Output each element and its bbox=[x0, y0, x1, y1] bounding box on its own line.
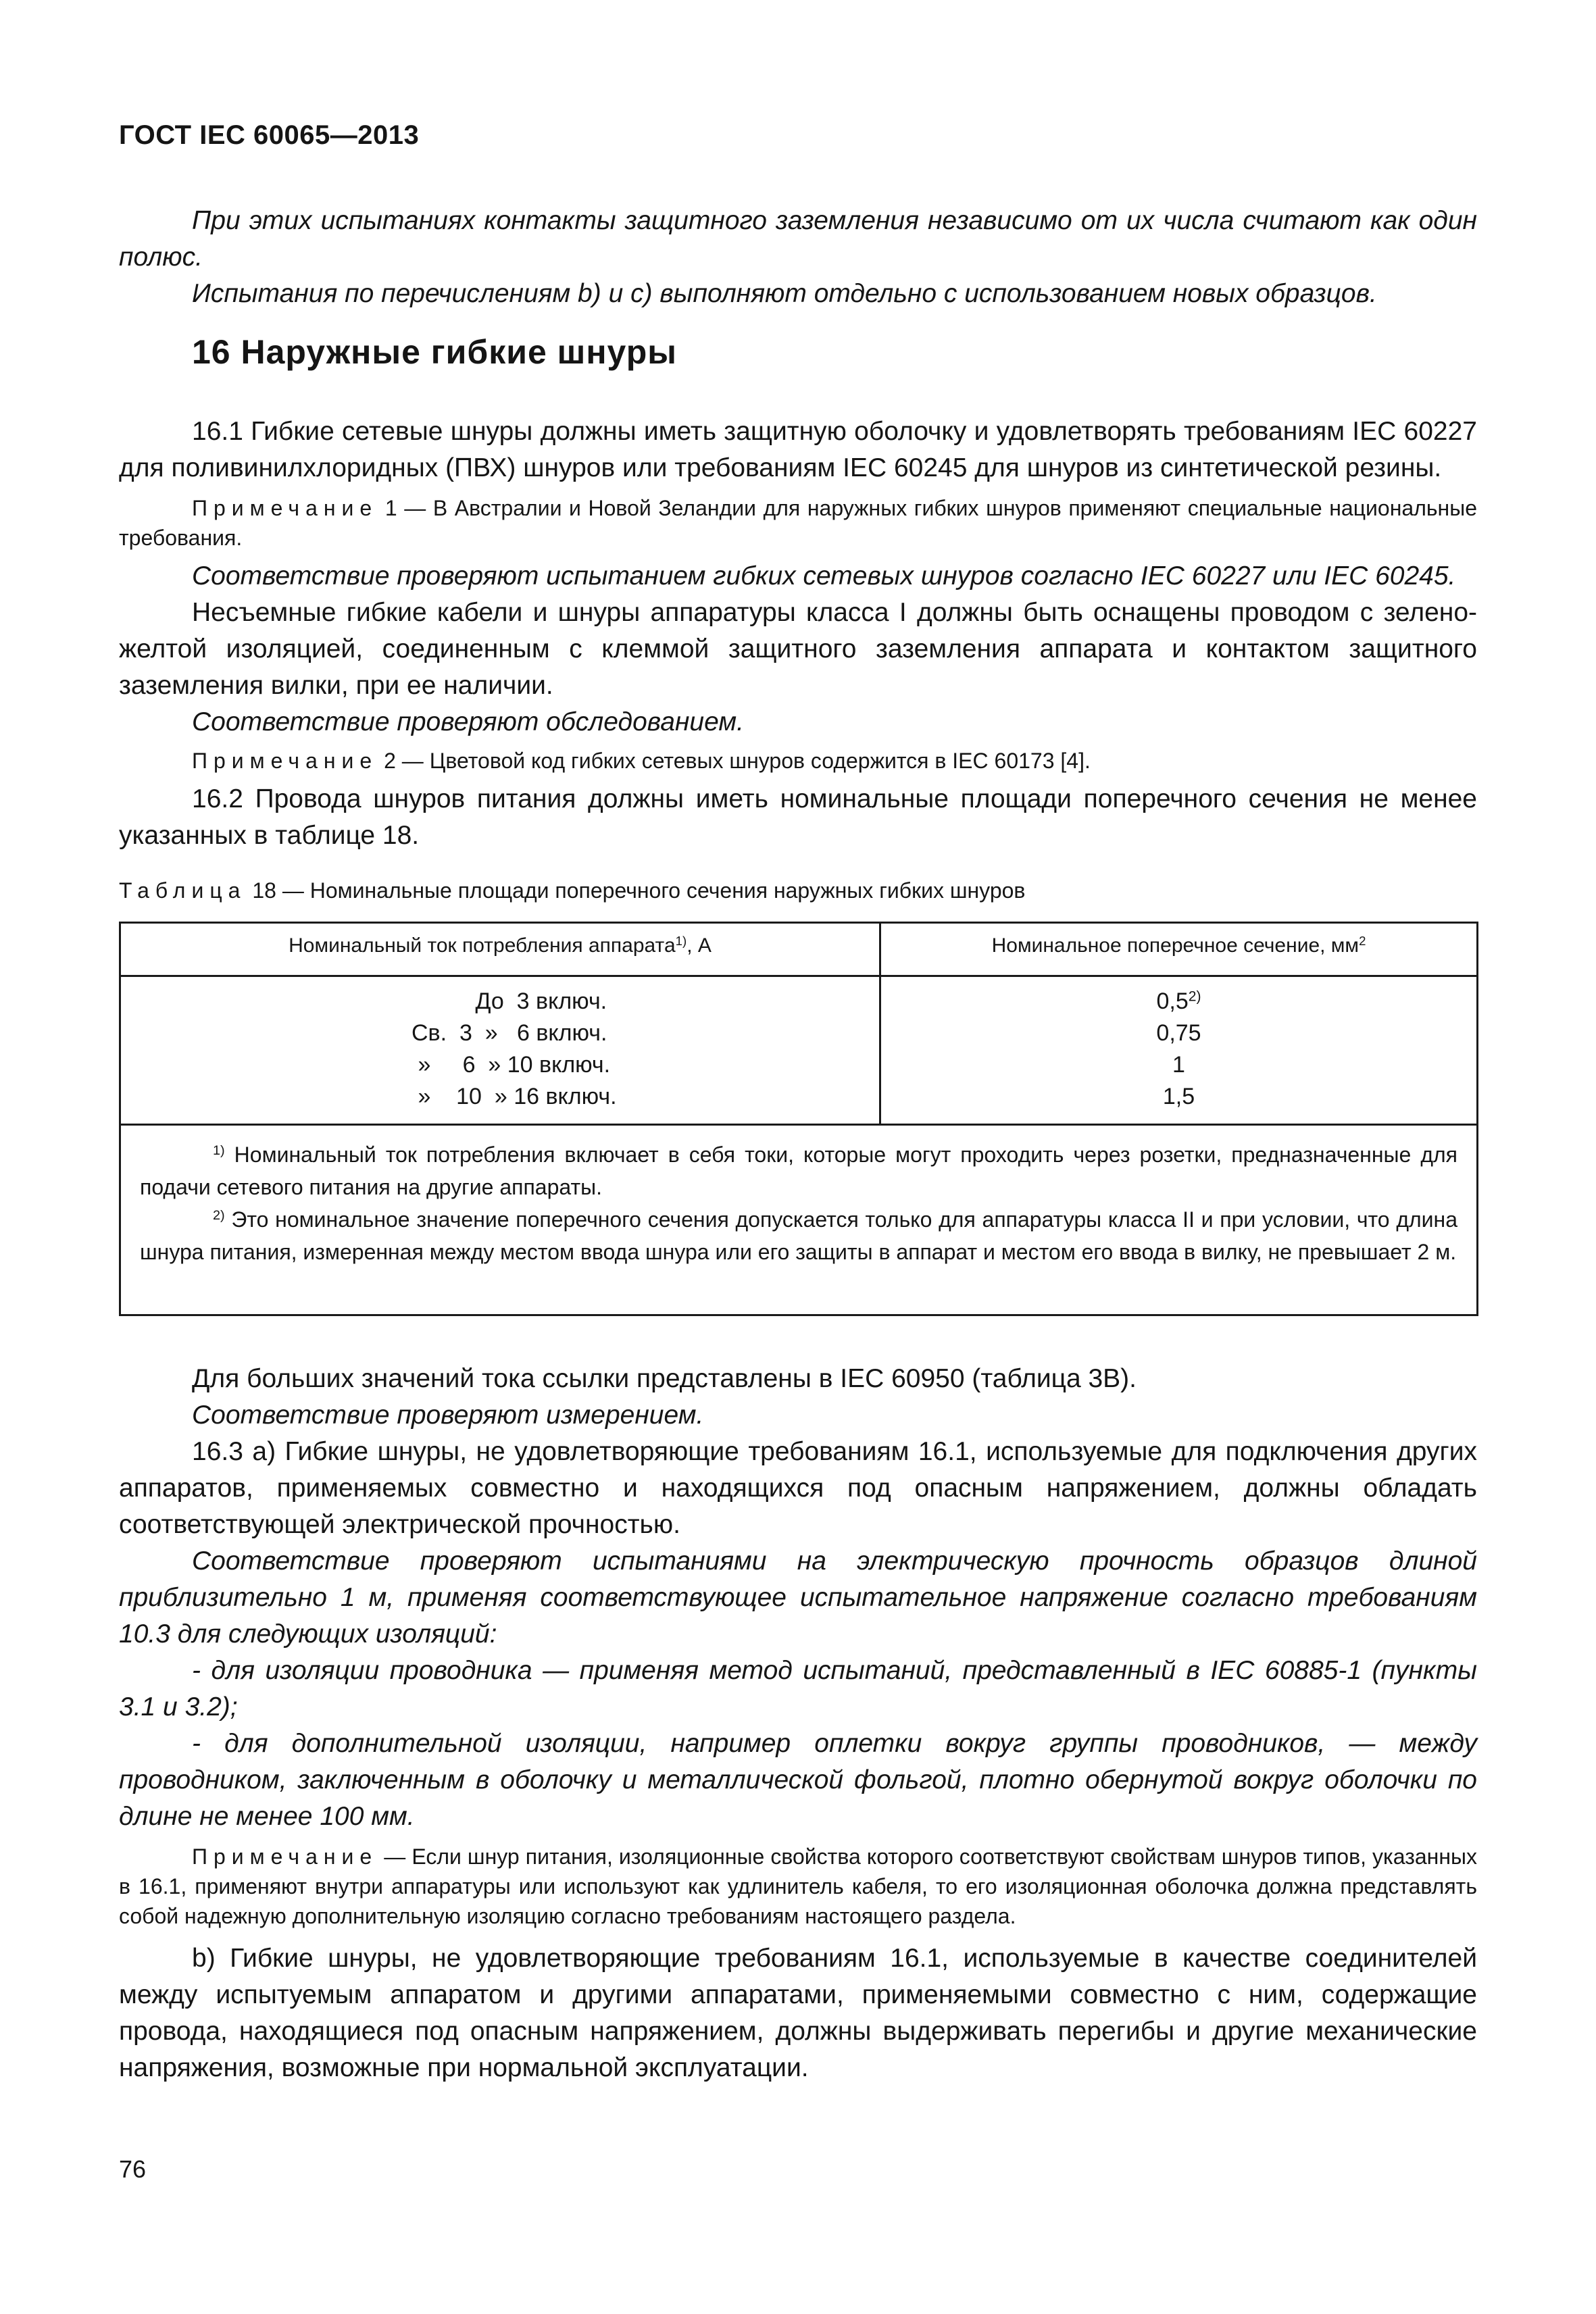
caption-text: 18 — Номинальные площади поперечного сечения наружных гибких шнуров bbox=[246, 878, 1026, 903]
paragraph: Соответствие проверяют испытаниями на электрическую прочность образцов длиной приблизительно 1 м, применяя соответствующее испытательное напряжение согласно требованиям 10.3 для следующих изоляций: bbox=[119, 1546, 1477, 1649]
caption-label: Таблица bbox=[119, 878, 247, 903]
paragraph: b) Гибкие шнуры, не удовлетворяющие требованиям 16.1, используемые в качестве соединителей между испытуемым аппаратом и другими аппаратами, применяемыми совместно с ним, содержащие провода, находящиеся под опасным напряжением, должны выдерживать перегибы и другие механические напряжения, возможные при нормальной эксплуатации. bbox=[119, 1944, 1477, 2082]
note-text: 2 — Цветовой код гибких сетевых шнуров содержится в IEC 60173 [4]. bbox=[378, 749, 1091, 773]
table-caption bbox=[119, 878, 1025, 903]
paragraph: Для больших значений тока ссылки представлены в IEC 60950 (таблица 3B). bbox=[192, 1364, 1137, 1393]
table-cell: 0,5$^{2)}$ bbox=[1156, 988, 1201, 1014]
clause-16-3 bbox=[119, 1361, 1477, 2086]
table-cell: Св. 3 » 6 включ. bbox=[412, 1020, 607, 1046]
table-cell: » 10 » 16 включ. bbox=[412, 1084, 617, 1109]
footnote: $^{2)}$ Это номинальное значение поперечного сечения допускается только для аппаратуры класса II и при условии, что длина шнура питания, измеренная между местом ввода шнура или его защиты в аппарат и местом его ввода в вилку, не превышает 2 м. bbox=[140, 1207, 1457, 1264]
column-header-section: Номинальное поперечное сечение, $мм^2$ bbox=[991, 933, 1366, 957]
note-text: 1 — В Австралии и Новой Зеландии для наружных гибких шнуров применяют специальные национальные требования. bbox=[119, 496, 1477, 550]
intro-paragraph: Испытания по перечислениям b) и c) выполняют отдельно с использованием новых образцов. bbox=[192, 279, 1377, 308]
paragraph: Соответствие проверяют обследованием. bbox=[192, 707, 744, 736]
note-label: Примечание bbox=[192, 749, 378, 773]
paragraph: 16.1 Гибкие сетевые шнуры должны иметь защитную оболочку и удовлетворять требованиям IEC 60227 для поливинилхлоридных (ПВХ) шнуров или требованиям IEC 60245 для шнуров из синтетической резины. bbox=[119, 417, 1477, 482]
table-cell: 0,75 bbox=[1156, 1020, 1201, 1046]
current-cells bbox=[412, 986, 790, 1113]
intro-paragraph: При этих испытаниях контакты защитного заземления независимо от их числа считают как один полюс. bbox=[119, 206, 1477, 272]
note-label: Примечание bbox=[192, 1844, 378, 1869]
document-header: ГОСТ IEC 60065—2013 bbox=[119, 120, 420, 150]
table-cell: До 3 включ. bbox=[412, 988, 607, 1014]
paragraph: Несъемные гибкие кабели и шнуры аппаратуры класса I должны быть оснащены проводом с зелено-желтой изоляцией, соединенным с клеммой защитного заземления аппарата и контактом защитного заземления вилки, при ее наличии. bbox=[119, 598, 1477, 700]
row-divider bbox=[121, 1124, 1476, 1126]
section-cells bbox=[881, 986, 1476, 1113]
paragraph: - для дополнительной изоляции, например оплетки вокруг группы проводников, — между проводником, заключенным в оболочку и металлической фольгой, плотно обернутой вокруг оболочки по длине не менее 100 мм. bbox=[119, 1729, 1477, 1831]
paragraph: - для изоляции проводника — применяя метод испытаний, представленный в IEC 60885-1 (пункты 3.1 и 3.2); bbox=[119, 1656, 1477, 1721]
paragraph: 16.3 а) Гибкие шнуры, не удовлетворяющие требованиям 16.1, используемые для подключения других аппаратов, применяемых совместно и находящихся под опасным напряжением, должны обладать соответствующей электрической прочностью. bbox=[119, 1437, 1477, 1539]
row-divider bbox=[121, 975, 1476, 977]
note-label: Примечание bbox=[192, 496, 378, 520]
clause-16-1 bbox=[119, 413, 1477, 854]
note-text: — Если шнур питания, изоляционные свойства которого соответствуют свойствам шнуров типов, указанных в 16.1, применяют внутри аппаратуры или используют как удлинитель кабеля, то его изоляционная оболочка должна представлять собой надежную дополнительную изоляцию согласно требованиям настоящего раздела. bbox=[119, 1844, 1477, 1928]
footnote: $^{1)}$ Номинальный ток потребления включает в себя токи, которые могут проходить через розетки, предназначенные для подачи сетевого питания на другие аппараты. bbox=[140, 1142, 1457, 1199]
table-18 bbox=[119, 922, 1478, 1316]
paragraph: Соответствие проверяют испытанием гибких сетевых шнуров согласно IEC 60227 или IEC 60245. bbox=[192, 561, 1456, 590]
column-header-current: Номинальный ток потребления аппарата$^{1)}$, А bbox=[289, 933, 712, 957]
note bbox=[119, 746, 1477, 776]
note bbox=[119, 1842, 1477, 1931]
table-cell: » 6 » 10 включ. bbox=[412, 1052, 611, 1078]
table-cell: 1 bbox=[1172, 1052, 1185, 1078]
section-heading: 16 Наружные гибкие шнуры bbox=[192, 333, 677, 371]
table-cell: 1,5 bbox=[1162, 1084, 1195, 1109]
paragraph: Соответствие проверяют измерением. bbox=[192, 1401, 704, 1430]
page-number: 76 bbox=[119, 2155, 147, 2183]
note bbox=[119, 493, 1477, 553]
paragraph: 16.2 Провода шнуров питания должны иметь номинальные площади поперечного сечения не менее указанных в таблице 18. bbox=[119, 784, 1477, 850]
table-footnotes bbox=[140, 1138, 1457, 1268]
intro-block bbox=[119, 203, 1477, 312]
